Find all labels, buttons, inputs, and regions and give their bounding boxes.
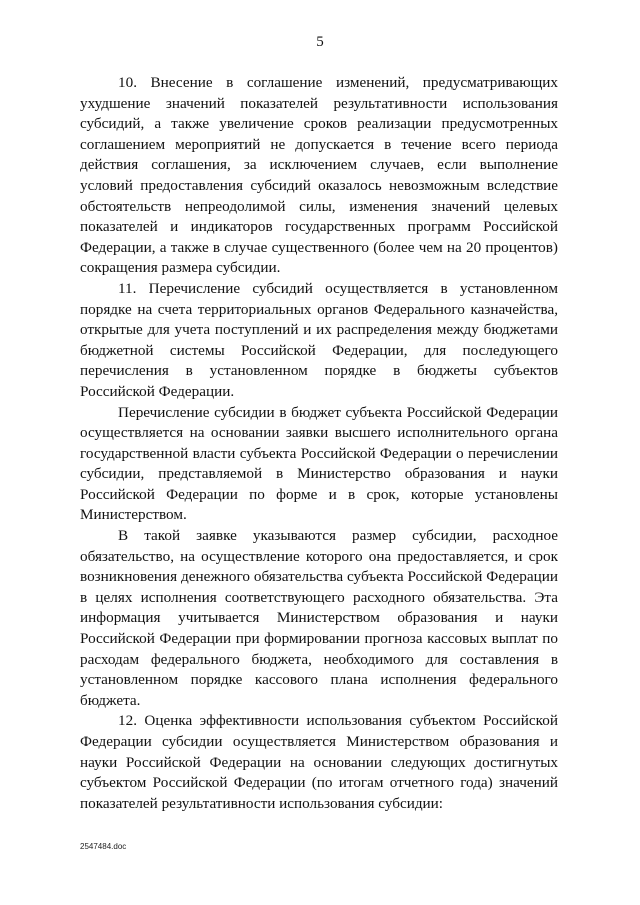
paragraph-item-11: 11. Перечисление субсидий осуществляется в установленном порядке на счета территориальных органов Федерального казначейства, открытые для учета поступлений и их распределения между бюджетами бюджетной системы Российской Федерации, для последующего перечисления в установленном порядке в бюджеты субъектов Российской Федерации. xyxy=(80,279,558,400)
paragraph-request-contents: В такой заявке указываются размер субсидии, расходное обязательство, на осуществление которого она предоставляется, и срок возникновения денежного обязательства субъекта Российской Федерации в целях исполнения соответствующего расходного обязательства. Эта информация учитывается Министерством образования и науки Российской Федерации при формировании прогноза кассовых выплат по расходам федерального бюджета, необходимого для составления в установленном порядке кассового плана исполнения федерального бюджета. xyxy=(80,527,558,709)
document-body xyxy=(80,73,558,814)
paragraph-item-10: 10. Внесение в соглашение изменений, предусматривающих ухудшение значений показателей результативности использования субсидий, а также увеличение сроков реализации предусмотренных соглашением мероприятий не допускается в течение всего периода действия соглашения, за исключением случаев, если выполнение условий предоставления субсидий оказалось невозможным вследствие обстоятельств непреодолимой силы, изменения значений целевых показателей и индикаторов государственных программ Российской Федерации, а также в случае существенного (более чем на 20 процентов) сокращения размера субсидии. xyxy=(80,74,558,277)
paragraph-item-12: 12. Оценка эффективности использования субъектом Российской Федерации субсидии осуществляется Министерством образования и науки Российской Федерации на основании следующих достигнутых субъектом Российской Федерации (по итогам отчетного года) значений показателей результативности использования субсидии: xyxy=(80,712,558,812)
file-name-footer: 2547484.doc xyxy=(80,842,127,851)
paragraph-transfer-request: Перечисление субсидии в бюджет субъекта Российской Федерации осуществляется на основании заявки высшего исполнительного органа государственной власти субъекта Российской Федерации о перечислении субсидии, представляемой в Министерство образования и науки Российской Федерации по форме и в срок, которые установлены Министерством. xyxy=(80,403,558,524)
page-number: 5 xyxy=(316,34,324,50)
